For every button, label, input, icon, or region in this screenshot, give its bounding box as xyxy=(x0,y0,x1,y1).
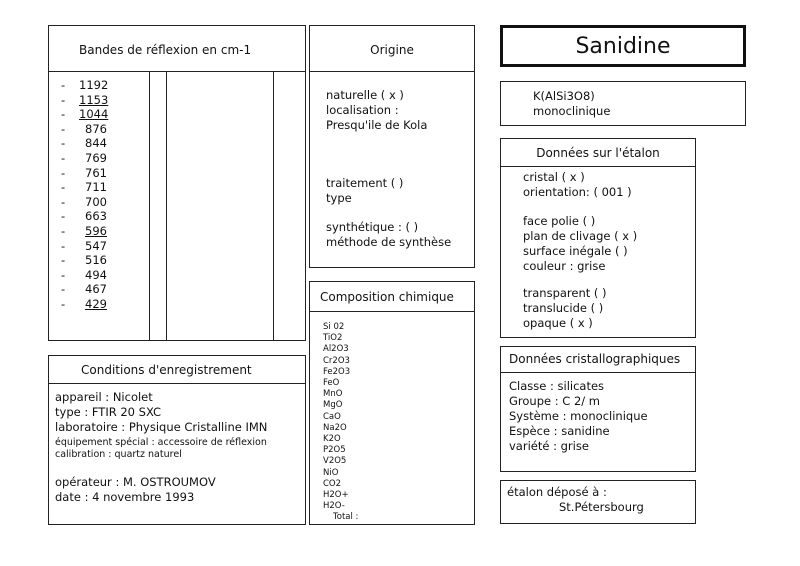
depot-body xyxy=(507,485,644,515)
origin-panel xyxy=(309,25,475,268)
composition-item: MgO xyxy=(323,400,343,411)
composition-item: CO2 xyxy=(323,478,342,489)
band-row xyxy=(61,136,107,151)
band-dash: - xyxy=(61,107,66,122)
etalon-line: face polie ( ) xyxy=(523,214,596,228)
etalon-line: transparent ( ) xyxy=(523,286,607,300)
band-row xyxy=(61,107,107,122)
composition-item: TiO2 xyxy=(323,333,343,344)
etalon-header xyxy=(501,139,695,167)
band-row xyxy=(61,122,107,137)
conditions-title: Conditions d'enregistrement xyxy=(81,363,252,377)
band-value: 494 xyxy=(85,267,107,282)
conditions-body xyxy=(55,390,267,435)
reflection-bands-header xyxy=(49,26,305,72)
operator-body xyxy=(55,475,216,505)
etalon-line: cristal ( x ) xyxy=(523,170,585,184)
composition-item: Fe2O3 xyxy=(323,366,351,377)
formula: K(AlSi3O8) xyxy=(533,89,595,103)
composition-item: Cr2O3 xyxy=(323,355,350,366)
etalon-line: opaque ( x ) xyxy=(523,316,593,330)
band-dash: - xyxy=(61,165,66,180)
crystallo-line: Espèce : sanidine xyxy=(509,424,610,438)
origin-header xyxy=(310,26,474,72)
synthetique-field: synthétique : ( ) xyxy=(326,220,419,234)
date-field: date : 4 novembre 1993 xyxy=(55,490,195,504)
formula-box xyxy=(500,81,746,126)
band-value: 663 xyxy=(85,209,107,224)
conditions-small xyxy=(55,437,267,461)
crystallo-header xyxy=(501,347,695,373)
treatment-body xyxy=(326,176,403,206)
composition-header xyxy=(310,282,474,312)
band-dash: - xyxy=(61,150,66,165)
traitement-field: traitement ( ) xyxy=(326,176,404,190)
composition-title: Composition chimique xyxy=(320,290,454,304)
band-value: 844 xyxy=(85,136,107,151)
band-value: 516 xyxy=(85,253,107,268)
etalon-group-a xyxy=(523,170,632,200)
composition-item: H2O+ xyxy=(323,490,349,501)
band-dash: - xyxy=(61,194,66,209)
composition-item: Na2O xyxy=(323,422,347,433)
band-value: 1044 xyxy=(79,107,109,122)
column-divider xyxy=(149,72,150,340)
composition-item: Total : xyxy=(333,512,359,523)
etalon-line: translucide ( ) xyxy=(523,301,604,315)
etalon-line: surface inégale ( ) xyxy=(523,244,628,258)
mineral-title-box xyxy=(500,25,746,67)
origin-body xyxy=(326,88,427,133)
depot-label: étalon déposé à : xyxy=(507,485,607,499)
band-dash: - xyxy=(61,92,66,107)
appareil-field: appareil : Nicolet xyxy=(55,390,153,404)
crystallo-title: Données cristallographiques xyxy=(509,352,681,366)
calibration-field: calibration : quartz naturel xyxy=(55,449,182,460)
band-row xyxy=(61,282,107,297)
etalon-line: orientation: ( 001 ) xyxy=(523,185,632,199)
band-dash: - xyxy=(61,296,66,311)
column-divider xyxy=(166,72,167,340)
composition-item: H2O- xyxy=(323,501,345,512)
band-row xyxy=(61,166,107,181)
band-row xyxy=(61,151,107,166)
composition-item: Al2O3 xyxy=(323,344,349,355)
band-dash: - xyxy=(61,282,66,297)
band-value: 711 xyxy=(85,180,107,195)
etalon-group-c xyxy=(523,286,607,331)
type-field: type xyxy=(326,191,352,205)
column-divider xyxy=(273,72,274,340)
band-value: 547 xyxy=(85,238,107,253)
laboratoire-field: laboratoire : Physique Cristalline IMN xyxy=(55,420,268,434)
band-row xyxy=(61,180,107,195)
depot-place: St.Pétersbourg xyxy=(559,500,644,514)
band-row xyxy=(61,239,107,254)
band-dash: - xyxy=(61,180,66,195)
band-row xyxy=(61,209,107,224)
band-dash: - xyxy=(61,209,66,224)
crystallo-line: Groupe : C 2/ m xyxy=(509,394,601,408)
band-dash: - xyxy=(61,136,66,151)
band-row xyxy=(61,268,107,283)
conditions-header xyxy=(49,356,305,384)
synthesis-body xyxy=(326,220,451,250)
localisation-value: Presqu'ile de Kola xyxy=(326,118,428,132)
band-value: 429 xyxy=(85,296,107,311)
band-value: 769 xyxy=(85,150,107,165)
band-row xyxy=(61,253,107,268)
equipement-field: équipement spécial : accessoire de réflexion xyxy=(55,437,267,448)
crystallo-line: Classe : silicates xyxy=(509,379,605,393)
naturelle-field: naturelle ( x ) xyxy=(326,88,404,102)
band-row xyxy=(61,224,107,239)
crystallo-body xyxy=(509,379,648,454)
etalon-line: plan de clivage ( x ) xyxy=(523,229,638,243)
crystal-system: monoclinique xyxy=(533,104,611,118)
composition-item: K2O xyxy=(323,434,341,445)
band-value: 596 xyxy=(85,223,107,238)
crystallo-line: Système : monoclinique xyxy=(509,409,648,423)
localisation-label: localisation : xyxy=(326,103,399,117)
composition-item: V2O5 xyxy=(323,456,347,467)
composition-item: NiO xyxy=(323,467,339,478)
composition-item: CaO xyxy=(323,411,341,422)
band-value: 700 xyxy=(85,194,107,209)
band-row xyxy=(61,78,107,93)
composition-list xyxy=(323,322,358,524)
band-dash: - xyxy=(61,238,66,253)
composition-item: FeO xyxy=(323,378,340,389)
etalon-group-b xyxy=(523,214,637,274)
mineral-name: Sanidine xyxy=(575,34,671,59)
band-dash: - xyxy=(61,223,66,238)
band-dash: - xyxy=(61,78,66,92)
type-field: type : FTIR 20 SXC xyxy=(55,405,162,419)
band-value: 761 xyxy=(85,165,107,180)
band-value: 876 xyxy=(85,121,107,136)
band-value: 1153 xyxy=(79,92,109,107)
composition-item: MnO xyxy=(323,389,343,400)
composition-panel xyxy=(309,281,475,525)
composition-item: P2O5 xyxy=(323,445,346,456)
methode-field: méthode de synthèse xyxy=(326,235,452,249)
crystallo-panel xyxy=(500,346,696,472)
band-value: 467 xyxy=(85,282,107,297)
operateur-field: opérateur : M. OSTROUMOV xyxy=(55,475,216,489)
band-dash: - xyxy=(61,253,66,268)
band-row xyxy=(61,93,107,108)
band-list xyxy=(61,78,107,312)
band-value: 1192 xyxy=(79,78,109,92)
formula-body xyxy=(533,89,610,119)
conditions-panel xyxy=(48,355,306,525)
etalon-title: Données sur l'étalon xyxy=(536,146,660,160)
origin-title: Origine xyxy=(370,43,414,57)
reflection-bands-panel xyxy=(48,25,306,341)
etalon-line: couleur : grise xyxy=(523,259,606,273)
band-row xyxy=(61,195,107,210)
composition-item: Si 02 xyxy=(323,322,345,332)
crystallo-line: variété : grise xyxy=(509,439,589,453)
reflection-bands-title: Bandes de réflexion en cm-1 xyxy=(79,43,252,57)
band-dash: - xyxy=(61,267,66,282)
band-row xyxy=(61,297,107,312)
depot-box xyxy=(500,480,696,524)
band-dash: - xyxy=(61,121,66,136)
etalon-panel xyxy=(500,138,696,338)
